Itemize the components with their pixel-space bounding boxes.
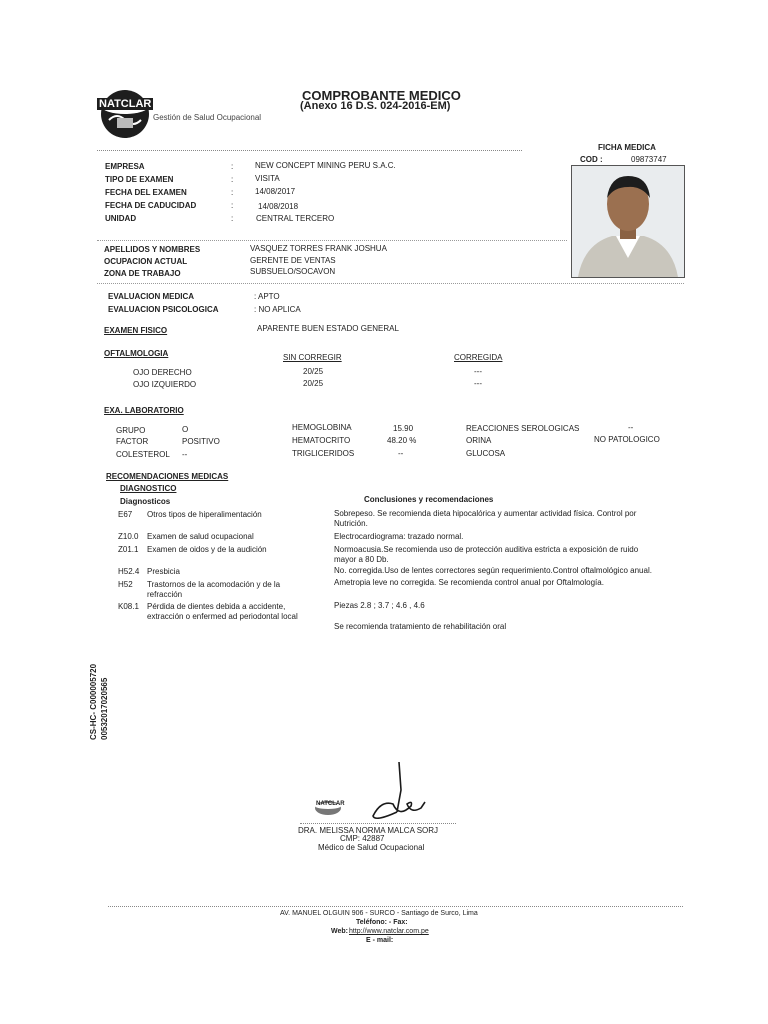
signature-rule	[300, 823, 456, 824]
section-rule	[97, 283, 684, 284]
diag-code: Z01.1	[118, 545, 139, 554]
colesterol-value: --	[182, 450, 188, 459]
ocupacion-value: GERENTE DE VENTAS	[250, 256, 336, 265]
diag-desc: Trastornos de la acomodación y de la refracción	[147, 580, 281, 599]
ojo-derecho-sin: 20/25	[303, 367, 324, 376]
logo-subtitle: Gestión de Salud Ocupacional	[153, 113, 262, 122]
fecha-caducidad-label: FECHA DE CADUCIDAD	[105, 201, 197, 210]
footer-email: E - mail:	[366, 937, 394, 944]
unidad-value: CENTRAL TERCERO	[256, 214, 335, 223]
document-subtitle: (Anexo 16 D.S. 024-2016-EM)	[300, 100, 451, 112]
oftalmologia-label: OFTALMOLOGIA	[104, 349, 169, 358]
diag-desc: Pérdida de dientes debida a accidente, extracción o enfermed ad periodontal local	[147, 602, 298, 621]
evaluacion-medica-value: : APTO	[254, 292, 280, 301]
conclusion-item: Electrocardiograma: trazado normal.	[334, 532, 464, 541]
diag-desc: Otros tipos de hiperalimentación	[147, 510, 262, 519]
ocupacion-label: OCUPACION ACTUAL	[104, 257, 188, 266]
conclusion-item: Sobrepeso. Se recomienda dieta hipocalórica y aumentar actividad física. Control por Nutrición.	[334, 509, 637, 528]
doctor-cmp: CMP: 42887	[340, 834, 385, 843]
side-code	[88, 664, 110, 740]
diag-desc: Examen de oidos y de la audición	[147, 545, 267, 554]
footer-telefono: Teléfono: - Fax:	[356, 919, 408, 926]
examen-fisico-label: EXAMEN FISICO	[104, 326, 168, 335]
patient-photo	[571, 165, 685, 278]
stamp-text: NATCLAR	[316, 801, 345, 807]
conclusion-item: No. corregida.Uso de lentes correctores según requerimiento.Control oftalmológico anual.	[334, 566, 652, 575]
signature	[355, 760, 435, 826]
doctor-name: DRA. MELISSA NORMA MALCA SORJ	[298, 826, 439, 835]
fecha-caducidad-value: 14/08/2018	[258, 202, 299, 211]
section-rule	[97, 240, 567, 241]
zona-trabajo-value: SUBSUELO/SOCAVON	[250, 267, 336, 276]
hemoglobina-value: 15.90	[393, 424, 414, 433]
ojo-izquierdo-label: OJO IZQUIERDO	[133, 380, 197, 389]
diag-code: K08.1	[118, 602, 139, 611]
evaluacion-medica-label: EVALUACION MEDICA	[108, 292, 195, 301]
conclusiones-header: Conclusiones y recomendaciones	[364, 495, 494, 504]
grupo-value: O	[182, 425, 189, 434]
reacciones-label: REACCIONES SEROLOGICAS	[466, 424, 580, 433]
ojo-derecho-label: OJO DERECHO	[133, 368, 192, 377]
glucosa-label: GLUCOSA	[466, 449, 506, 458]
colon: :	[231, 201, 234, 210]
unidad-label: UNIDAD	[105, 214, 137, 223]
evaluacion-psicologica-label: EVALUACION PSICOLOGICA	[108, 305, 219, 314]
conclusion-item: Normoacusia.Se recomienda uso de protección auditiva estricta a exposición de ruido mayor a 80 Db.	[334, 545, 639, 564]
factor-label: FACTOR	[116, 437, 149, 446]
ficha-cod-label: COD :	[580, 155, 603, 164]
diag-code: H52	[118, 580, 133, 589]
zona-trabajo-label: ZONA DE TRABAJO	[104, 269, 181, 278]
reacciones-value: --	[628, 423, 634, 432]
hematocrito-value: 48.20 %	[387, 436, 417, 445]
fecha-examen-value: 14/08/2017	[255, 187, 296, 196]
apellidos-label: APELLIDOS Y NOMBRES	[104, 245, 201, 254]
colon: :	[231, 162, 234, 171]
diag-code: E67	[118, 510, 133, 519]
ojo-izquierdo-con: ---	[474, 379, 482, 388]
examen-fisico-value: APARENTE BUEN ESTADO GENERAL	[257, 324, 399, 333]
orina-label: ORINA	[466, 436, 492, 445]
grupo-label: GRUPO	[116, 426, 146, 435]
natclar-logo	[97, 84, 153, 140]
conclusion-item: Se recomienda tratamiento de rehabilitación oral	[334, 622, 507, 631]
laboratorio-label: EXA. LABORATORIO	[104, 406, 184, 415]
apellidos-value: VASQUEZ TORRES FRANK JOSHUA	[250, 244, 387, 253]
patient-portrait-icon	[572, 166, 684, 277]
diag-desc: Presbicia	[147, 567, 180, 576]
ojo-izquierdo-sin: 20/25	[303, 379, 324, 388]
sin-corregir-header: SIN CORREGIR	[283, 353, 342, 362]
logo-globe-icon	[97, 84, 153, 140]
orina-value: NO PATOLOGICO	[594, 435, 660, 444]
conclusion-item: Ametropia leve no corregida. Se recomienda control anual por Oftalmología.	[334, 578, 604, 587]
hematocrito-label: HEMATOCRITO	[292, 436, 351, 445]
footer-web-label: Web:	[331, 928, 348, 935]
fecha-examen-label: FECHA DEL EXAMEN	[105, 188, 187, 197]
trigliceridos-value: --	[398, 449, 404, 458]
diagnosticos-header: Diagnosticos	[120, 497, 171, 506]
evaluacion-psicologica-value: : NO APLICA	[254, 305, 301, 314]
footer-address: AV. MANUEL OLGUIN 906 - SURCO - Santiago de Surco, Lima	[280, 910, 478, 917]
ficha-cod-value: 09873747	[631, 155, 667, 164]
footer-rule	[108, 906, 683, 907]
logo-text: NATCLAR	[99, 98, 152, 110]
diag-code: Z10.0	[118, 532, 139, 541]
recomendaciones-label: RECOMENDACIONES MEDICAS	[106, 472, 229, 481]
tipo-examen-value: VISITA	[255, 174, 280, 183]
colon: :	[231, 175, 234, 184]
corregida-header: CORREGIDA	[454, 353, 503, 362]
diagnostico-label: DIAGNOSTICO	[120, 484, 177, 493]
doctor-role: Médico de Salud Ocupacional	[318, 843, 425, 852]
empresa-label: EMPRESA	[105, 162, 145, 171]
header-rule	[97, 150, 522, 151]
hemoglobina-label: HEMOGLOBINA	[292, 423, 352, 432]
tipo-examen-label: TIPO DE EXAMEN	[105, 175, 174, 184]
side-code-line2: 00532017020565	[100, 677, 109, 740]
colon: :	[231, 214, 234, 223]
factor-value: POSITIVO	[182, 437, 220, 446]
side-code-line1: CS-HC- C000005720	[89, 663, 98, 740]
colesterol-label: COLESTEROL	[116, 450, 170, 459]
diag-code: H52.4	[118, 567, 140, 576]
ojo-derecho-con: ---	[474, 367, 482, 376]
empresa-value: NEW CONCEPT MINING PERU S.A.C.	[255, 161, 396, 170]
document-title: COMPROBANTE MEDICO	[302, 88, 461, 103]
conclusion-item: Piezas 2.8 ; 3.7 ; 4.6 , 4.6	[334, 601, 425, 610]
ficha-title: FICHA MEDICA	[598, 143, 656, 152]
trigliceridos-label: TRIGLICERIDOS	[292, 449, 355, 458]
colon: :	[231, 188, 234, 197]
signature-scribble-icon	[355, 760, 435, 826]
diag-desc: Examen de salud ocupacional	[147, 532, 254, 541]
footer-web-link[interactable]: http://www.natclar.com.pe	[349, 928, 429, 935]
